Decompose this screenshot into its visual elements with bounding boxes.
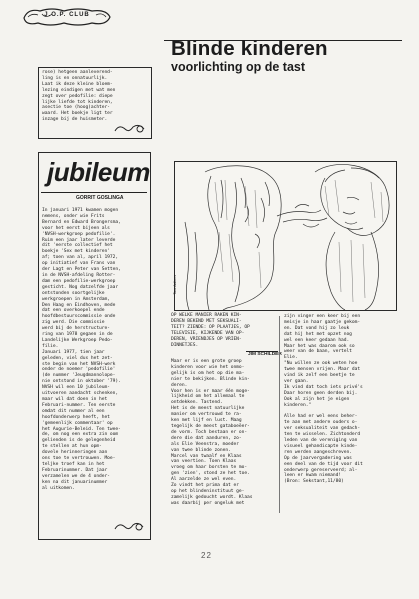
article-author: JIM SCHILDER bbox=[248, 352, 282, 357]
text-line: zig werd. Die commissie bbox=[42, 320, 105, 326]
text-line: tegelijk de meest gataboeëer- bbox=[171, 423, 250, 429]
jubileum-body bbox=[42, 208, 121, 492]
text-line: weer van de baan, vertelt bbox=[284, 349, 352, 355]
text-line: Maar er is een grote groep bbox=[171, 359, 242, 364]
text-line: Ruim een jaar later leverde bbox=[42, 237, 116, 243]
text-line: Laat ik deze kleine bloem- bbox=[42, 81, 113, 87]
text-line: zegt over pedofilie: diepe bbox=[42, 93, 113, 99]
text-line: dat hij het met opzet nog bbox=[284, 331, 352, 337]
text-line: ren werden aangeschreven. bbox=[284, 449, 352, 455]
text-line: (Bron: Sekstant,11/80) bbox=[284, 479, 344, 485]
text-line: Landelijke Werkgroep Pedo- bbox=[42, 337, 113, 343]
text-line: manier om vertrouwd te ra- bbox=[171, 412, 242, 418]
text-line: dere die dat aanduren, zo- bbox=[171, 435, 242, 441]
article-column-2 bbox=[284, 314, 363, 485]
text-line: te stellen at hun opm- bbox=[42, 444, 102, 450]
text-line: ontdekken. Tastend. bbox=[171, 400, 223, 406]
text-line: dat een overkoepel ende bbox=[42, 308, 105, 314]
text-line: ver gaan. bbox=[284, 378, 309, 384]
text-line: al uitkomen. bbox=[42, 485, 75, 491]
illustration-credit: Tara Aalbers bbox=[173, 275, 177, 295]
text-line: twee mensen vrijen. Maar dat bbox=[284, 367, 361, 373]
text-line: af; toen van al, april 1972, bbox=[42, 255, 119, 261]
text-line: ling is en onnatuurlijk. bbox=[42, 75, 108, 81]
text-line: Januari 1977, tien jaar bbox=[42, 349, 105, 355]
text-line: dam een pedofilie-werkgroep bbox=[42, 278, 116, 284]
text-line: gesticht. Nog datzelfde jaar bbox=[42, 284, 119, 290]
article-column-1 bbox=[171, 359, 252, 507]
header-banner bbox=[22, 6, 112, 28]
text-line: inzage bij de huismeter. bbox=[42, 117, 108, 123]
banner-text: J.O.P. CLUB bbox=[44, 12, 90, 18]
text-line: In januari 1971 kwamen mogen bbox=[42, 208, 119, 213]
text-line: 'gemeenlijk commentaar' op bbox=[42, 420, 113, 426]
illustration-frame bbox=[174, 161, 397, 311]
text-line: maar wil dat doen in het bbox=[42, 397, 108, 402]
text-line: geleden, viel dus het zet- bbox=[42, 355, 113, 361]
text-line: boekje 'Sex met kinderen' bbox=[42, 249, 110, 255]
text-line: Marcel van twaalf en Klaas bbox=[171, 453, 242, 459]
article-intro bbox=[171, 313, 250, 348]
text-line: van twee blinde zonen. bbox=[171, 447, 231, 453]
text-line: zamelijk gedoucht wordt. Klaas bbox=[171, 494, 253, 500]
text-line: op initiatief van Frans van bbox=[42, 261, 116, 267]
text-line: Alle had er wel eens beher- bbox=[284, 414, 358, 420]
text-line: nemens, onder wie Frits bbox=[42, 213, 105, 219]
text-line: Februari-nummer. Ten eerste bbox=[42, 402, 116, 408]
title-rule bbox=[41, 192, 147, 193]
text-line: in de NVSH-afdeling Rotter- bbox=[42, 272, 116, 278]
text-line: OP WELKE MANIER RAKEN KIN- bbox=[171, 313, 242, 318]
text-line: DEREN BEKEND MET SEKSUALI- bbox=[171, 318, 242, 324]
text-line: Op de jaarvergadering was bbox=[284, 455, 352, 461]
column-divider bbox=[279, 316, 280, 513]
text-line: Elie. bbox=[284, 355, 298, 361]
text-line: Bernard en Edward Brongersma, bbox=[42, 219, 121, 225]
page-number: 22 bbox=[201, 551, 212, 560]
text-line: leden van de vereniging van bbox=[284, 438, 358, 444]
jubileum-box bbox=[38, 152, 151, 540]
text-line: TEIT? ZIENDE: OP PLAATJES, OP bbox=[171, 324, 250, 330]
text-line: ste begin van het NVSH-werk bbox=[42, 361, 116, 367]
text-line: Voor hen is er maar één moge- bbox=[171, 388, 250, 394]
text-line: te aan met andere ouders o- bbox=[284, 420, 358, 426]
text-line: de vorm. Toch bestaan er on- bbox=[171, 429, 248, 435]
text-line: DINNETJES. bbox=[171, 342, 199, 348]
text-line: voor het eerst bijeen als bbox=[42, 225, 110, 231]
text-line: Maar het was daarom ook so bbox=[284, 343, 355, 349]
text-line: en. Dat vond hij zo leuk bbox=[284, 325, 350, 331]
main-title: Blinde kinderen bbox=[171, 37, 328, 60]
text-line: NVSH wil een 10 jubileum- bbox=[42, 385, 110, 391]
text-line: zijn vinger een keer bij een bbox=[284, 314, 361, 319]
text-line: ontstonden soortgelijke bbox=[42, 290, 105, 296]
text-line: der Lagt en Peter van Setten, bbox=[42, 267, 121, 273]
text-line: waard. Het boekje ligt ter bbox=[42, 111, 113, 117]
text-line: filie. bbox=[42, 343, 59, 349]
text-line: ons toe te vertrouwen. Moe- bbox=[42, 456, 116, 462]
blind-child-illustration bbox=[175, 162, 396, 310]
text-line: ken na dit januarinummer bbox=[42, 479, 108, 485]
text-line: dit 'eerste collectief het bbox=[42, 243, 113, 249]
text-line: deren. bbox=[171, 382, 188, 388]
text-line: Februarinummer. Dat jaar bbox=[42, 467, 108, 473]
text-line: wel een keer gedaan had. bbox=[284, 337, 350, 343]
text-line: dovele herinneringen aan bbox=[42, 450, 108, 456]
text-line: Het is de meest natuurlijke bbox=[171, 406, 245, 412]
text-line: werkgroepen in Amsterdam, bbox=[42, 296, 110, 302]
text-line: Den Haag en Eindhoven, mede bbox=[42, 302, 116, 308]
doodle-signature-icon bbox=[113, 123, 147, 135]
text-line: ken met lijf en lust. Maag bbox=[171, 418, 242, 424]
text-line: van veertien. Toen Klaas bbox=[171, 459, 237, 465]
doodle-signature-icon bbox=[113, 521, 145, 533]
text-line: asectie toe (hoog)achter- bbox=[42, 105, 110, 111]
text-line: TELEVISIE, KIJKENDE VAN OP- bbox=[171, 330, 245, 336]
text-line: vroeg om haar borsten te mo- bbox=[171, 465, 248, 471]
text-line: lezing eindigen met wat men bbox=[42, 87, 116, 93]
jubileum-title: jubileum bbox=[47, 157, 150, 187]
text-line: "Nu willen ze ook weten hoe bbox=[284, 361, 358, 367]
text-line: leen er kwam niemand! bbox=[284, 473, 342, 479]
text-line: als Elie Veenstra, moeder bbox=[171, 441, 239, 447]
text-line: lijkheid om het allemaal te bbox=[171, 394, 245, 400]
text-line: de, om nog een extra zin oom bbox=[42, 432, 119, 438]
text-line: het Augurie-Beleid. Ten twee- bbox=[42, 426, 121, 432]
text-line: meisje in haar gaatje gekom- bbox=[284, 319, 361, 325]
main-subtitle: voorlichting op de tast bbox=[171, 60, 306, 74]
text-line: gelijk is om het op die ma- bbox=[171, 370, 245, 376]
text-line: ring van 1978 gegaen in de bbox=[42, 332, 113, 338]
text-line: Ook al zijn het je eigen bbox=[284, 396, 350, 402]
text-line: hoofdonderwerp heeft, het bbox=[42, 414, 110, 420]
text-line: Zo vindt het prima dat er bbox=[171, 483, 239, 489]
text-line: omdat dit nummer al een bbox=[42, 408, 105, 414]
text-line: nie ontstond in oktober '79). bbox=[42, 379, 121, 385]
text-line: rose) hetgeen aanleverend- bbox=[42, 70, 113, 75]
text-line: op het blindeninstituut ge- bbox=[171, 488, 245, 494]
text-line: Daar horen geen derden bij. bbox=[284, 390, 358, 396]
text-line: lijke liefde tot kinderen, bbox=[42, 99, 113, 105]
text-line: een deel van de tijd voor dit bbox=[284, 461, 363, 467]
text-line: ten te wisselen. Zichtonderd bbox=[284, 432, 361, 438]
text-line: onderwerp gereserveerd; al- bbox=[284, 467, 358, 473]
text-line: visueel gehandicapte kinde- bbox=[284, 443, 358, 449]
text-line: teljke troef kan in het bbox=[42, 461, 105, 467]
text-line: DEREN, VRIENDJES OP VRIEN- bbox=[171, 336, 242, 342]
text-line: was daarbij per ongeluk met bbox=[171, 500, 245, 506]
text-line: onder de noemer 'pedofilie' bbox=[42, 367, 116, 373]
text-line: (de nummer 'Jeugdmannolope- bbox=[42, 373, 116, 379]
text-line: Ik vind dat toch iets privé's bbox=[284, 384, 363, 390]
text-line: vind ik zelf een beetje te bbox=[284, 373, 355, 379]
text-line: werd bij de herstructure- bbox=[42, 326, 110, 332]
text-line: kinderen." bbox=[284, 402, 312, 408]
text-line: kinderen voor wie het onmo- bbox=[171, 364, 245, 370]
text-line: hoofdbestuurscommissie onde bbox=[42, 314, 116, 320]
text-line: gen 'zien', stond ze het toe. bbox=[171, 471, 250, 477]
text-line: verzamelen we de 4 onder- bbox=[42, 473, 110, 479]
text-line: gelienden is de gelegenheid bbox=[42, 438, 116, 444]
text-line: Al aarzelde ze wel even. bbox=[171, 477, 237, 483]
text-line: uitvoeren aandacht schenken, bbox=[42, 391, 119, 397]
jubileum-author: GORRIT GOSLINGA bbox=[76, 195, 124, 201]
text-line: ver seksualiteit van gedach- bbox=[284, 426, 361, 432]
continued-text bbox=[42, 70, 115, 123]
text-line: 'NVSH-werkgroep pedofilie'. bbox=[42, 231, 116, 237]
text-line: nier te bekijken. Blinde kin- bbox=[171, 376, 250, 382]
continued-text-box bbox=[38, 67, 152, 139]
